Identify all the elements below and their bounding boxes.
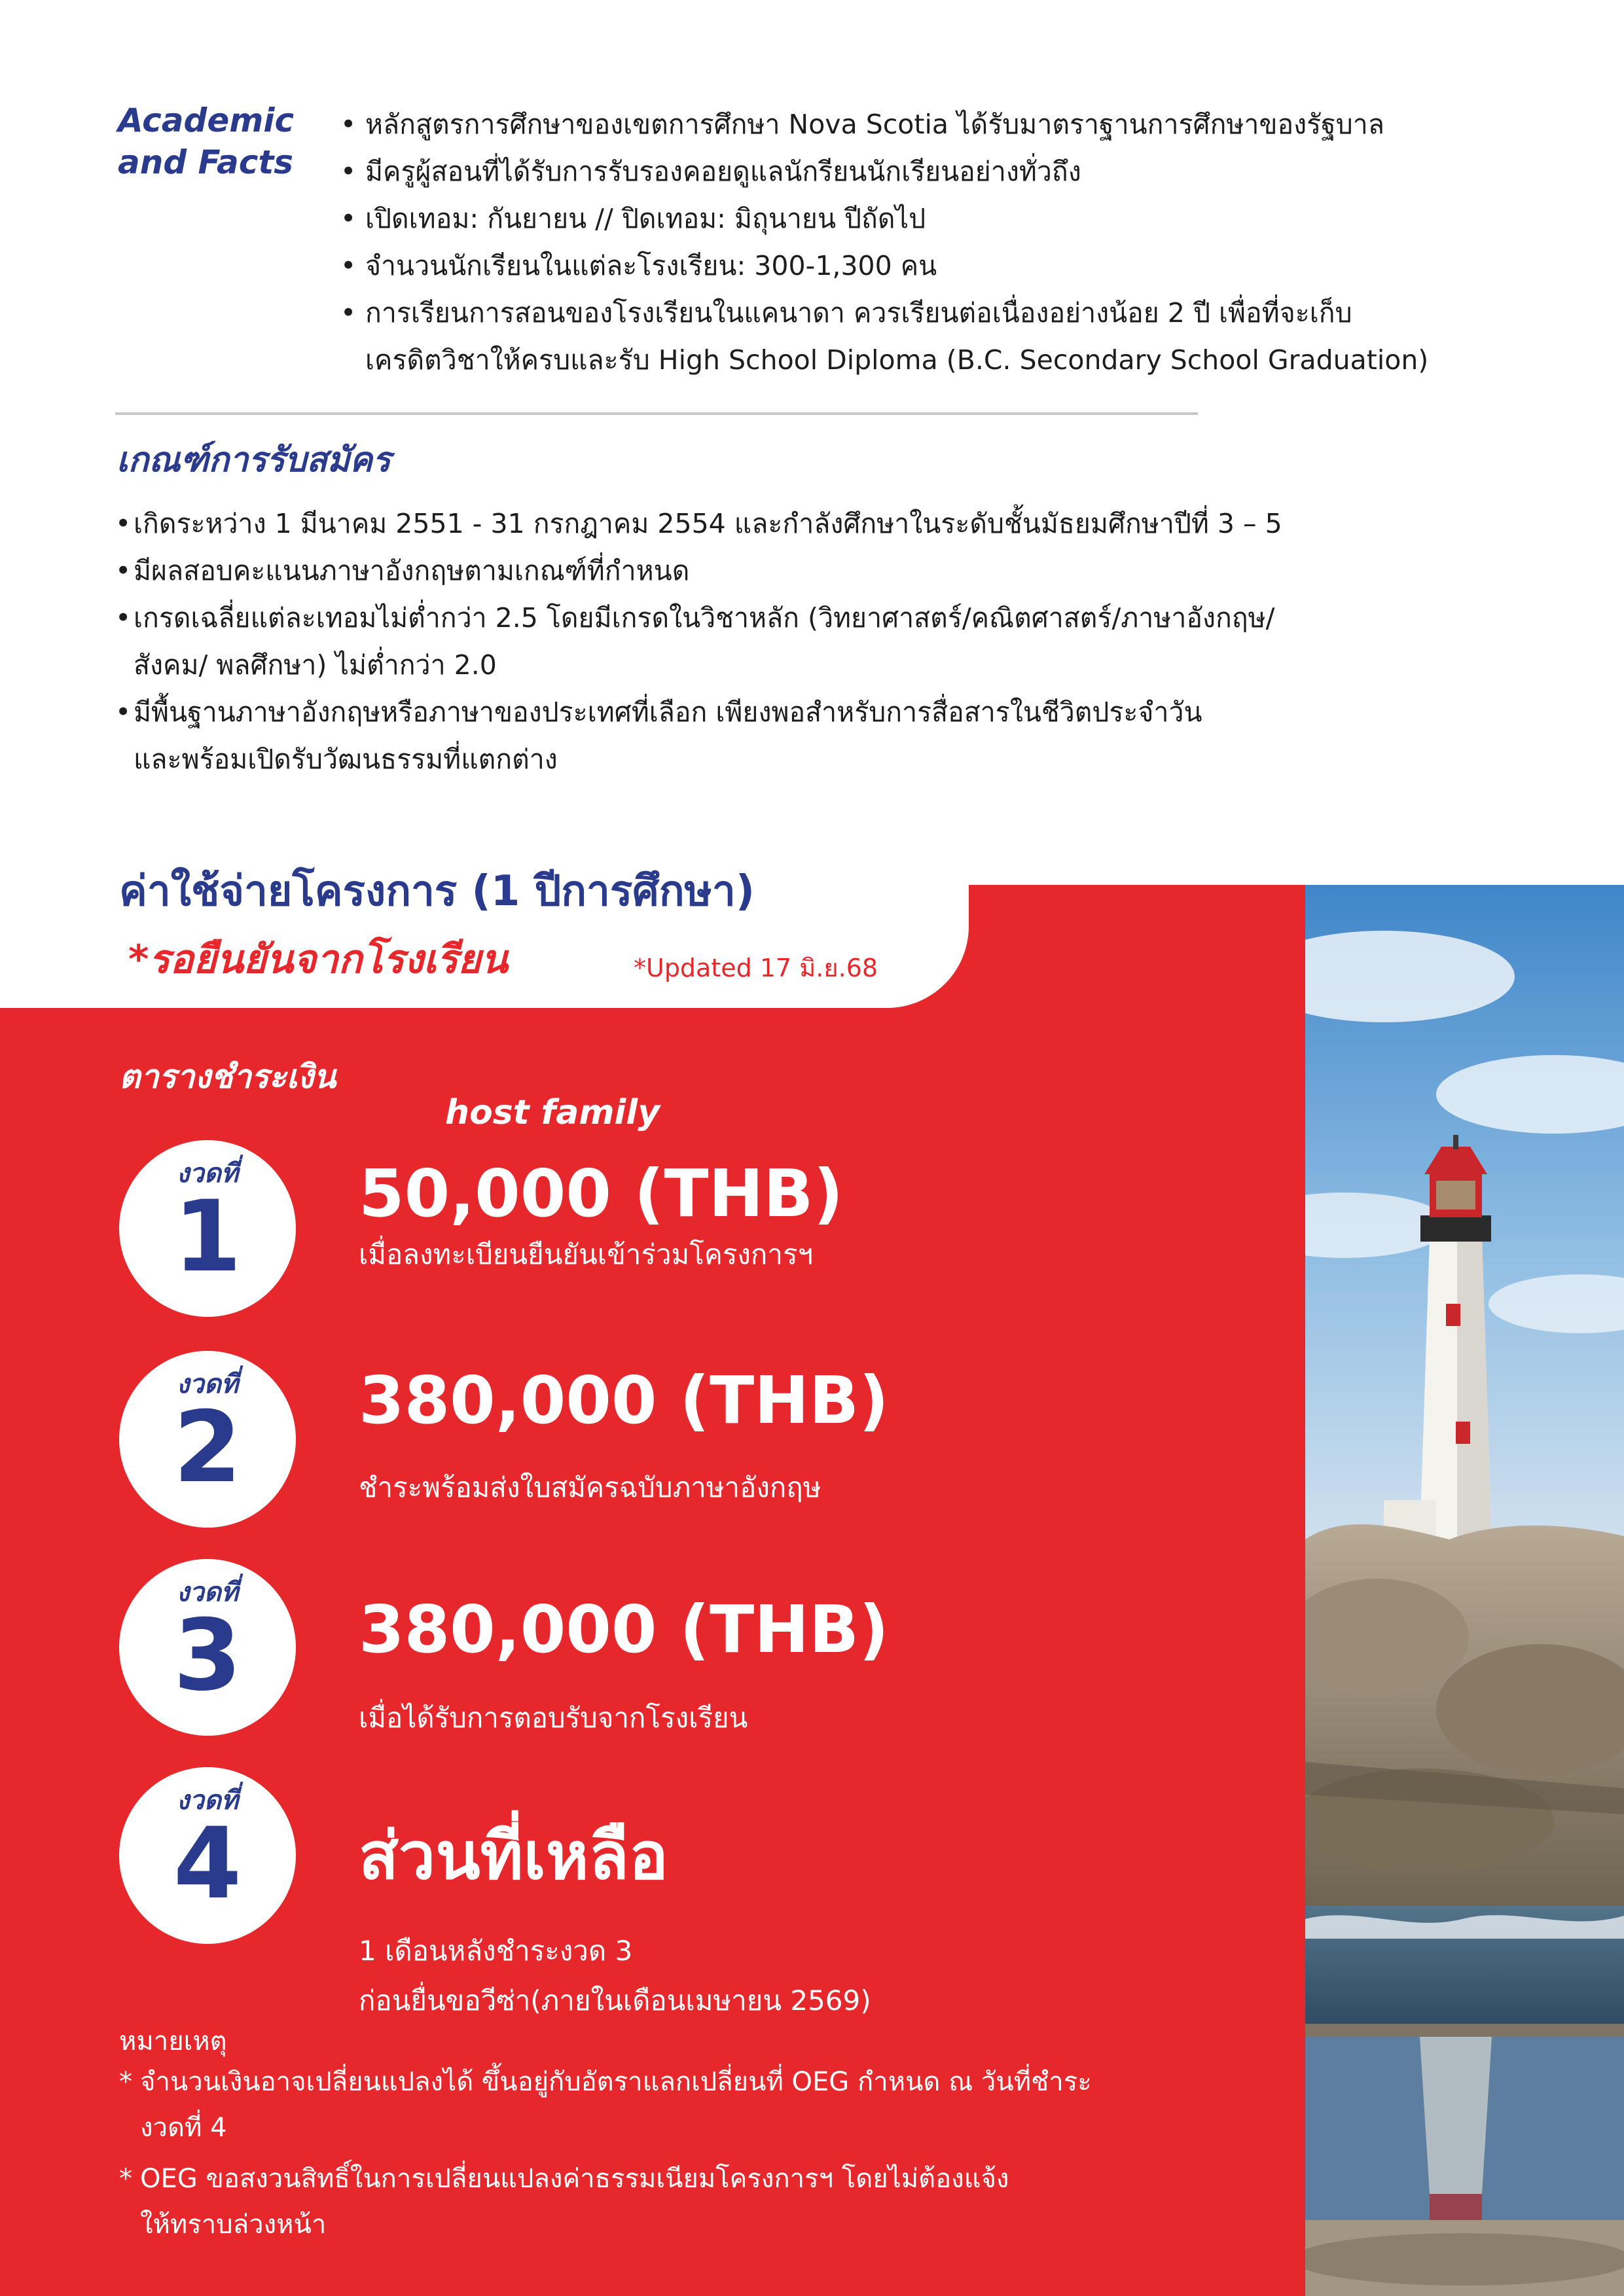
facts-heading-line2: and Facts bbox=[118, 143, 293, 181]
criteria-item4-line1: • มีพื้นฐานภาษาอังกฤษหรือภาษาของประเทศที่เลือก เพียงพอสำหรับการสื่อสารในชีวิตประจำวัน bbox=[134, 696, 1202, 728]
remarks-title: หมายเหตุ bbox=[119, 2026, 227, 2056]
remark-item1-line2: งวดที่ 4 bbox=[140, 2113, 227, 2143]
remark-item2-line1: * OEG ขอสงวนสิทธิ์ในการเปลี่ยนแปลงค่าธรรมเนียมโครงการฯ โดยไม่ต้องแจ้ง bbox=[140, 2164, 1009, 2194]
confirm-note: *รอยืนยันจากโรงเรียน bbox=[128, 937, 508, 982]
facts-item-line1: • การเรียนการสอนของโรงเรียนในแคนาดา ควรเรียนต่อเนื่องอย่างน้อย 2 ปี เพื่อที่จะเก็บ bbox=[365, 297, 1352, 329]
installment-desc-2: ชำระพร้อมส่งใบสมัครฉบับภาษาอังกฤษ bbox=[359, 1471, 821, 1503]
criteria-item3-line1: • เกรดเฉลี่ยแต่ละเทอมไม่ต่ำกว่า 2.5 โดยมีเกรดในวิชาหลัก (วิทยาศาสตร์/คณิตศาสตร์/ภาษาอังกฤษ/ bbox=[134, 602, 1275, 634]
remarks-list bbox=[119, 2059, 1297, 2253]
installment-desc-4: 1 เดือนหลังชำระงวด 3 bbox=[359, 1935, 633, 1967]
installment-label: งวดที่ bbox=[176, 1369, 239, 1399]
remark-item bbox=[119, 2059, 1297, 2151]
remark-item1-line1: * จำนวนเงินอาจเปลี่ยนแปลงได้ ขึ้นอยู่กับอัตราแลกเปลี่ยนที่ OEG กำหนด ณ วันที่ชำระ bbox=[140, 2067, 1092, 2097]
facts-item: • จำนวนนักเรียนในแต่ละโรงเรียน: 300-1,300 คน bbox=[340, 242, 1578, 289]
facts-heading-line1: Academic bbox=[118, 101, 295, 139]
criteria-item3-line2: สังคม/ พลศึกษา) ไม่ต่ำกว่า 2.0 bbox=[134, 649, 497, 681]
installment-badge-4 bbox=[119, 1767, 296, 1944]
installment-label: งวดที่ bbox=[176, 1577, 239, 1607]
installment-label: งวดที่ bbox=[176, 1785, 239, 1816]
installment-badge-3 bbox=[119, 1559, 296, 1736]
facts-item: • หลักสูตรการศึกษาของเขตการศึกษา Nova Scotia ได้รับมาตราฐานการศึกษาของรัฐบาล bbox=[340, 101, 1578, 148]
section-divider bbox=[115, 412, 1198, 415]
lighthouse-photo bbox=[1305, 885, 1624, 2296]
host-family-label: host family bbox=[445, 1093, 660, 1132]
cost-title: ค่าใช้จ่ายโครงการ (1 ปีการศึกษา) bbox=[119, 867, 755, 916]
facts-item-line2: เครดิตวิชาให้ครบและรับ High School Diploma (B.C. Secondary School Graduation) bbox=[365, 344, 1429, 376]
facts-item: • เปิดเทอม: กันยายน // ปิดเทอม: มิถุนายน ปีถัดไป bbox=[340, 195, 1578, 242]
lighthouse-illustration bbox=[1305, 885, 1624, 2296]
installment-amount-4: ส่วนที่เหลือ bbox=[359, 1818, 668, 1894]
facts-item bbox=[340, 289, 1578, 384]
updated-note: *Updated 17 มิ.ย.68 bbox=[634, 954, 878, 982]
schedule-title: ตารางชำระเงิน bbox=[119, 1058, 336, 1096]
installment-number: 1 bbox=[173, 1180, 242, 1294]
installment-number: 3 bbox=[173, 1599, 242, 1713]
installment-number: 4 bbox=[173, 1807, 242, 1921]
installment-number: 2 bbox=[173, 1391, 242, 1505]
criteria-item4-line2: และพร้อมเปิดรับวัฒนธรรมที่แตกต่าง bbox=[134, 744, 558, 775]
criteria-list bbox=[115, 500, 1490, 783]
installment-badge-1 bbox=[119, 1140, 296, 1317]
installment-amount-3: 380,000 (THB) bbox=[359, 1591, 889, 1668]
criteria-item bbox=[115, 689, 1490, 783]
installment-amount-2: 380,000 (THB) bbox=[359, 1362, 889, 1439]
facts-list bbox=[340, 101, 1578, 384]
installment-desc-3: เมื่อได้รับการตอบรับจากโรงเรียน bbox=[359, 1702, 748, 1734]
facts-heading bbox=[118, 99, 340, 183]
installment-amount-1: 50,000 (THB) bbox=[359, 1155, 844, 1232]
criteria-item bbox=[115, 594, 1490, 689]
criteria-item: • เกิดระหว่าง 1 มีนาคม 2551 - 31 กรกฎาคม 2554 และกำลังศึกษาในระดับชั้นมัธยมศึกษาปีที่ 3 – 5 bbox=[115, 500, 1490, 547]
installment-badge-2 bbox=[119, 1351, 296, 1528]
remark-item2-line2: ให้ทราบล่วงหน้า bbox=[140, 2210, 327, 2240]
installment-desc-4b: ก่อนยื่นขอวีซ่า(ภายในเดือนเมษายน 2569) bbox=[359, 1984, 871, 2017]
installment-desc-1: เมื่อลงทะเบียนยืนยันเข้าร่วมโครงการฯ bbox=[359, 1238, 814, 1270]
criteria-title: เกณฑ์การรับสมัคร bbox=[117, 440, 391, 480]
installment-label: งวดที่ bbox=[176, 1158, 239, 1189]
criteria-item: • มีผลสอบคะแนนภาษาอังกฤษตามเกณฑ์ที่กำหนด bbox=[115, 547, 1490, 594]
facts-item: • มีครูผู้สอนที่ได้รับการรับรองคอยดูแลนักรียนนักเรียนอย่างทั่วถึง bbox=[340, 148, 1578, 195]
remark-item bbox=[119, 2156, 1297, 2248]
